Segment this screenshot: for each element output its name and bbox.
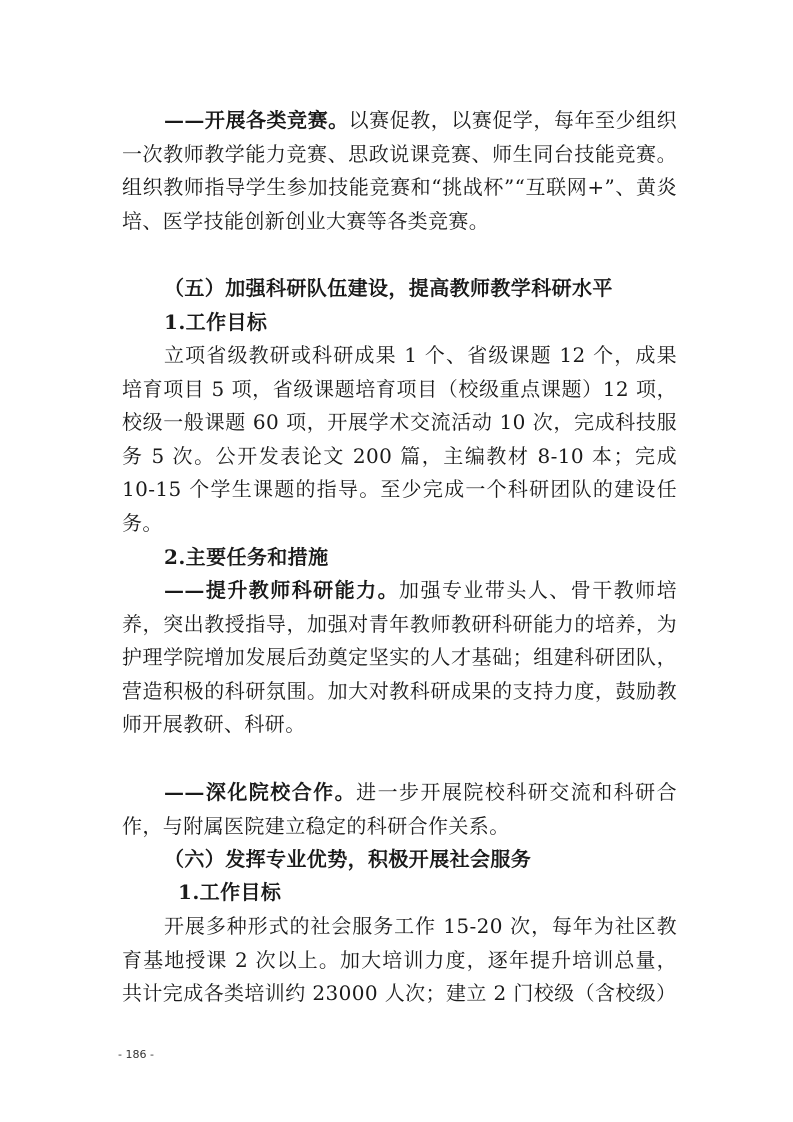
task-cooperation-body: 进一步开展院校科研交流和科研合作，与附属医院建立稳定的科研合作关系。 — [122, 780, 677, 838]
task-improve-research-body: 加强专业带头人、骨干教师培养，突出教授指导，加强对青年教师教研科研能力的培养，为护理学院增加发展后劲奠定坚实的人才基础；组建科研团队，营造积极的科研氛围。加大对教科研成果的支持力度，鼓励教师开展教研、科研。 — [122, 578, 678, 736]
section-six-heading: （六）发挥专业优势，积极开展社会服务 — [164, 847, 532, 871]
section-five-goal-text: 立项省级教研或科研成果 1 个、省级课题 12 个，成果培育项目 5 项，省级课题培育项目（校级重点课题）12 项，校级一般课题 60 项，开展学术交流活动 10 次，完成科技服务 5 次。公开发表论文 200 篇，主编教材 8-10 本；完成 10-15 个学生课题的指导。至少完成一个科研团队的建设任务。 — [122, 343, 677, 535]
task-improve-research-paragraph — [122, 574, 677, 742]
section-five-heading: （五）加强科研队伍建设，提高教师教学科研水平 — [164, 276, 613, 300]
competition-body: 以赛促教，以赛促学，每年至少组织一次教师教学能力竞赛、思政说课竞赛、师生同台技能竞赛。组织教师指导学生参加技能竞赛和“挑战杯”“互联网+”、黄炎培、医学技能创新创业大赛等各类竞赛。 — [122, 108, 677, 233]
section-six-goal-heading: 1.工作目标 — [178, 880, 282, 904]
page-number: - 186 - — [118, 1048, 154, 1061]
task-cooperation-lead: ——深化院校合作。 — [164, 780, 357, 804]
competition-lead: ——开展各类竞赛。 — [164, 108, 349, 132]
task-improve-research-lead: ——提升教师科研能力。 — [164, 578, 400, 602]
section-five-tasks-heading: 2.主要任务和措施 — [164, 545, 329, 569]
task-cooperation-paragraph — [122, 776, 677, 843]
section-six-goal-text: 开展多种形式的社会服务工作 15-20 次，每年为社区教育基地授课 2 次以上。加大培训力度，逐年提升培训总量，共计完成各类培训约 23000 人次；建立 2 门校级（含校级） — [122, 914, 677, 1005]
competition-paragraph — [122, 104, 677, 238]
section-five-goal-heading: 1.工作目标 — [164, 310, 268, 334]
